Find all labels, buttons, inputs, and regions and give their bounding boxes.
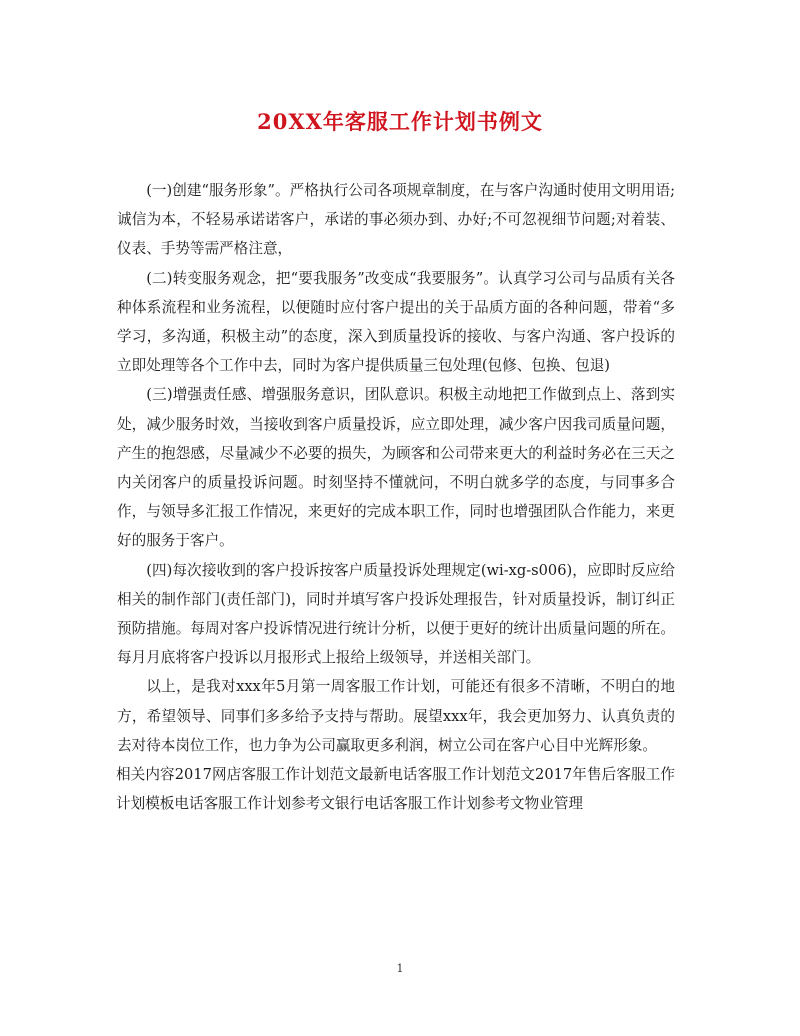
page-number: 1	[396, 962, 404, 975]
related-content: 相关内容2017网店客服工作计划范文最新电话客服工作计划范文2017年售后客服工作计划模板电话客服工作计划参考文银行电话客服工作计划参考文物业管理	[116, 766, 675, 813]
paragraph-2: (二)转变服务观念，把“要我服务”改变成“我要服务”。认真学习公司与品质有关各种体系流程和业务流程，以便随时应付客户提出的关于品质方面的各种问题，带着“多学习，多沟通，积极主动”的态度，深入到质量投诉的接收、与客户沟通、客户投诉的立即处理等各个工作中去，同时为客户提供质量三包处理(包修、包换、包退)	[117, 269, 675, 375]
document-title: 20XX年客服工作计划书例文	[257, 109, 543, 134]
paragraph-3: (三)增强责任感、增强服务意识，团队意识。积极主动地把工作做到点上、落到实处，减少服务时效，当接收到客户质量投诉，应立即处理，减少客户因我司质量问题，产生的抱怨感，尽量减少不必要的损失，为顾客和公司带来更大的利益时务必在三天之内关闭客户的质量投诉问题。时刻坚持不懂就问，不明白就多学的态度，与同事多合作，与领导多汇报工作情况，来更好的完成本职工作，同时也增强团队合作能力，来更好的服务于客户。	[117, 386, 675, 550]
paragraph-1: (一)创建“服务形象”。严格执行公司各项规章制度，在与客户沟通时使用文明用语;诚信为本，不轻易承诺诺客户，承诺的事必须办到、办好;不可忽视细节问题;对着装、仪表、手势等需严格注意，	[117, 182, 675, 258]
paragraph-5: 以上，是我对xxx年5月第一周客服工作计划，可能还有很多不清晰，不明白的地方，希望领导、同事们多多给予支持与帮助。展望xxx年，我会更加努力、认真负责的去对待本岗位工作，也力争为公司赢取更多利润，树立公司在客户心目中光辉形象。	[117, 678, 675, 754]
document-body	[117, 176, 675, 818]
paragraph-4: (四)每次接收到的客户投诉按客户质量投诉处理规定(wi-xg-s006)，应即时反应给相关的制作部门(责任部门)，同时并填写客户投诉处理报告，针对质量投诉，制订纠正预防措施。每周对客户投诉情况进行统计分析，以便于更好的统计出质量问题的所在。每月月底将客户投诉以月报形式上报给上级领导，并送相关部门。	[117, 561, 675, 667]
